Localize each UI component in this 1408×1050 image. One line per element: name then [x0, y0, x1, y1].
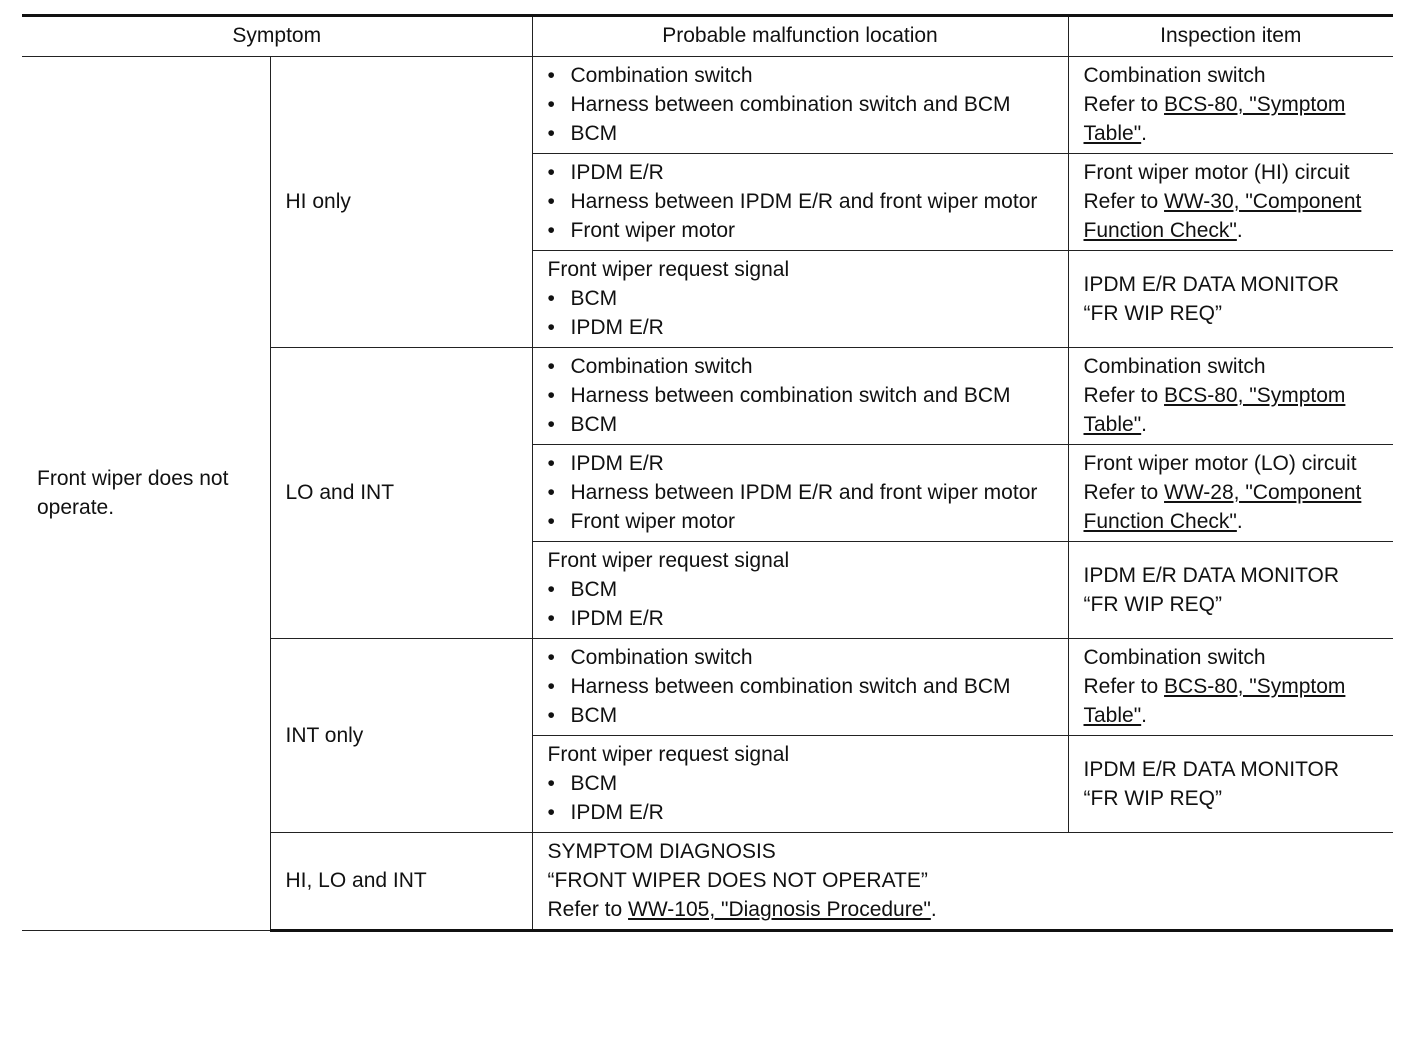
symptom-diagnosis-cell: [532, 833, 1393, 931]
diagnosis-heading: SYMPTOM DIAGNOSIS: [547, 840, 776, 863]
refer-prefix: Refer to: [1083, 93, 1165, 116]
location-bullet-item: • Combination switch: [548, 61, 1060, 90]
location-bullet-item: • Harness between combination switch and BCM: [548, 90, 1060, 119]
refer-suffix: .: [930, 898, 937, 921]
location-bullet-item: • IPDM E/R: [548, 158, 1060, 187]
monitor-item: “FR WIP REQ”: [1083, 592, 1222, 616]
diagnosis-reference: [548, 898, 937, 921]
inspection-item-cell: [1068, 542, 1393, 639]
symptom-main: Front wiper does not operate.: [22, 57, 270, 931]
reference-link[interactable]: WW-30, "Component Function Check": [1083, 190, 1362, 242]
location-bullet-item: • BCM: [548, 410, 1060, 439]
location-bullet-item: • Harness between IPDM E/R and front wiper motor: [548, 187, 1060, 216]
location-bullet-list: [548, 449, 1060, 536]
location-bullet-list: [548, 158, 1060, 245]
location-bullet-list: [548, 284, 1060, 342]
refer-prefix: Refer to: [1083, 675, 1165, 698]
location-bullet-list: [548, 769, 1060, 827]
inspection-reference: [1084, 481, 1362, 533]
reference-link[interactable]: WW-28, "Component Function Check": [1083, 481, 1362, 533]
inspection-reference: [1084, 384, 1346, 436]
header-location: Probable malfunction location: [532, 16, 1068, 57]
inspection-item-cell: [1068, 57, 1393, 154]
location-bullet-item: • Harness between IPDM E/R and front wiper motor: [548, 478, 1060, 507]
malfunction-location-cell: [532, 736, 1068, 833]
symptom-condition: HI only: [270, 57, 532, 348]
malfunction-location-cell: [532, 348, 1068, 445]
location-bullet-item: • IPDM E/R: [548, 604, 1060, 633]
reference-link[interactable]: BCS-80, "Symptom Table": [1083, 93, 1346, 145]
refer-suffix: .: [1141, 413, 1148, 436]
inspection-title: IPDM E/R DATA MONITOR: [1083, 563, 1340, 587]
location-lead: Front wiper request signal: [547, 549, 790, 572]
monitor-item: “FR WIP REQ”: [1083, 786, 1222, 810]
symptom-table: [22, 14, 1393, 932]
inspection-item-cell: [1068, 154, 1393, 251]
reference-link[interactable]: BCS-80, "Symptom Table": [1083, 384, 1346, 436]
location-bullet-item: • BCM: [548, 769, 1060, 798]
refer-suffix: .: [1236, 510, 1243, 533]
location-bullet-item: • Front wiper motor: [548, 216, 1060, 245]
location-bullet-item: • BCM: [548, 701, 1060, 730]
inspection-title: Combination switch: [1083, 646, 1266, 669]
inspection-title: IPDM E/R DATA MONITOR: [1083, 272, 1340, 296]
inspection-title: Combination switch: [1083, 64, 1266, 87]
inspection-title: IPDM E/R DATA MONITOR: [1083, 757, 1340, 781]
refer-suffix: .: [1236, 219, 1243, 242]
refer-suffix: .: [1141, 122, 1148, 145]
inspection-reference: [1084, 93, 1346, 145]
refer-prefix: Refer to: [1083, 384, 1165, 407]
malfunction-location-cell: [532, 251, 1068, 348]
reference-link[interactable]: BCS-80, "Symptom Table": [1083, 675, 1346, 727]
location-bullet-item: • BCM: [548, 284, 1060, 313]
location-lead: Front wiper request signal: [547, 743, 790, 766]
inspection-item-cell: [1068, 348, 1393, 445]
symptom-condition: HI, LO and INT: [270, 833, 532, 931]
refer-suffix: .: [1141, 704, 1148, 727]
location-bullet-item: • BCM: [548, 119, 1060, 148]
location-bullet-item: • Combination switch: [548, 352, 1060, 381]
reference-link[interactable]: WW-105, "Diagnosis Procedure": [628, 898, 931, 921]
location-bullet-item: • BCM: [548, 575, 1060, 604]
table-row: [22, 57, 1393, 154]
location-bullet-item: • Harness between combination switch and BCM: [548, 672, 1060, 701]
location-bullet-item: • IPDM E/R: [548, 449, 1060, 478]
location-bullet-item: • Combination switch: [548, 643, 1060, 672]
monitor-item: “FR WIP REQ”: [1083, 301, 1222, 325]
inspection-item-cell: [1068, 445, 1393, 542]
header-row: [22, 16, 1393, 57]
location-bullet-list: [548, 575, 1060, 633]
header-symptom: Symptom: [22, 16, 532, 57]
inspection-title: Front wiper motor (HI) circuit: [1083, 161, 1350, 184]
location-bullet-item: • IPDM E/R: [548, 313, 1060, 342]
inspection-item-cell: [1068, 736, 1393, 833]
refer-prefix: Refer to: [1083, 481, 1165, 504]
inspection-item-cell: [1068, 639, 1393, 736]
refer-prefix: Refer to: [547, 898, 629, 921]
symptom-condition: INT only: [270, 639, 532, 833]
location-lead: Front wiper request signal: [547, 258, 790, 281]
inspection-title: Combination switch: [1083, 355, 1266, 378]
inspection-item-cell: [1068, 251, 1393, 348]
location-bullet-item: • Front wiper motor: [548, 507, 1060, 536]
inspection-reference: [1084, 675, 1346, 727]
malfunction-location-cell: [532, 445, 1068, 542]
location-bullet-list: [548, 61, 1060, 148]
symptom-condition: LO and INT: [270, 348, 532, 639]
malfunction-location-cell: [532, 57, 1068, 154]
malfunction-location-cell: [532, 639, 1068, 736]
refer-prefix: Refer to: [1083, 190, 1165, 213]
header-inspection: Inspection item: [1068, 16, 1393, 57]
location-bullet-item: • Harness between combination switch and BCM: [548, 381, 1060, 410]
malfunction-location-cell: [532, 154, 1068, 251]
inspection-title: Front wiper motor (LO) circuit: [1083, 452, 1357, 475]
location-bullet-item: • IPDM E/R: [548, 798, 1060, 827]
location-bullet-list: [548, 643, 1060, 730]
inspection-reference: [1084, 190, 1362, 242]
diagnosis-title: “FRONT WIPER DOES NOT OPERATE”: [547, 869, 928, 892]
location-bullet-list: [548, 352, 1060, 439]
malfunction-location-cell: [532, 542, 1068, 639]
